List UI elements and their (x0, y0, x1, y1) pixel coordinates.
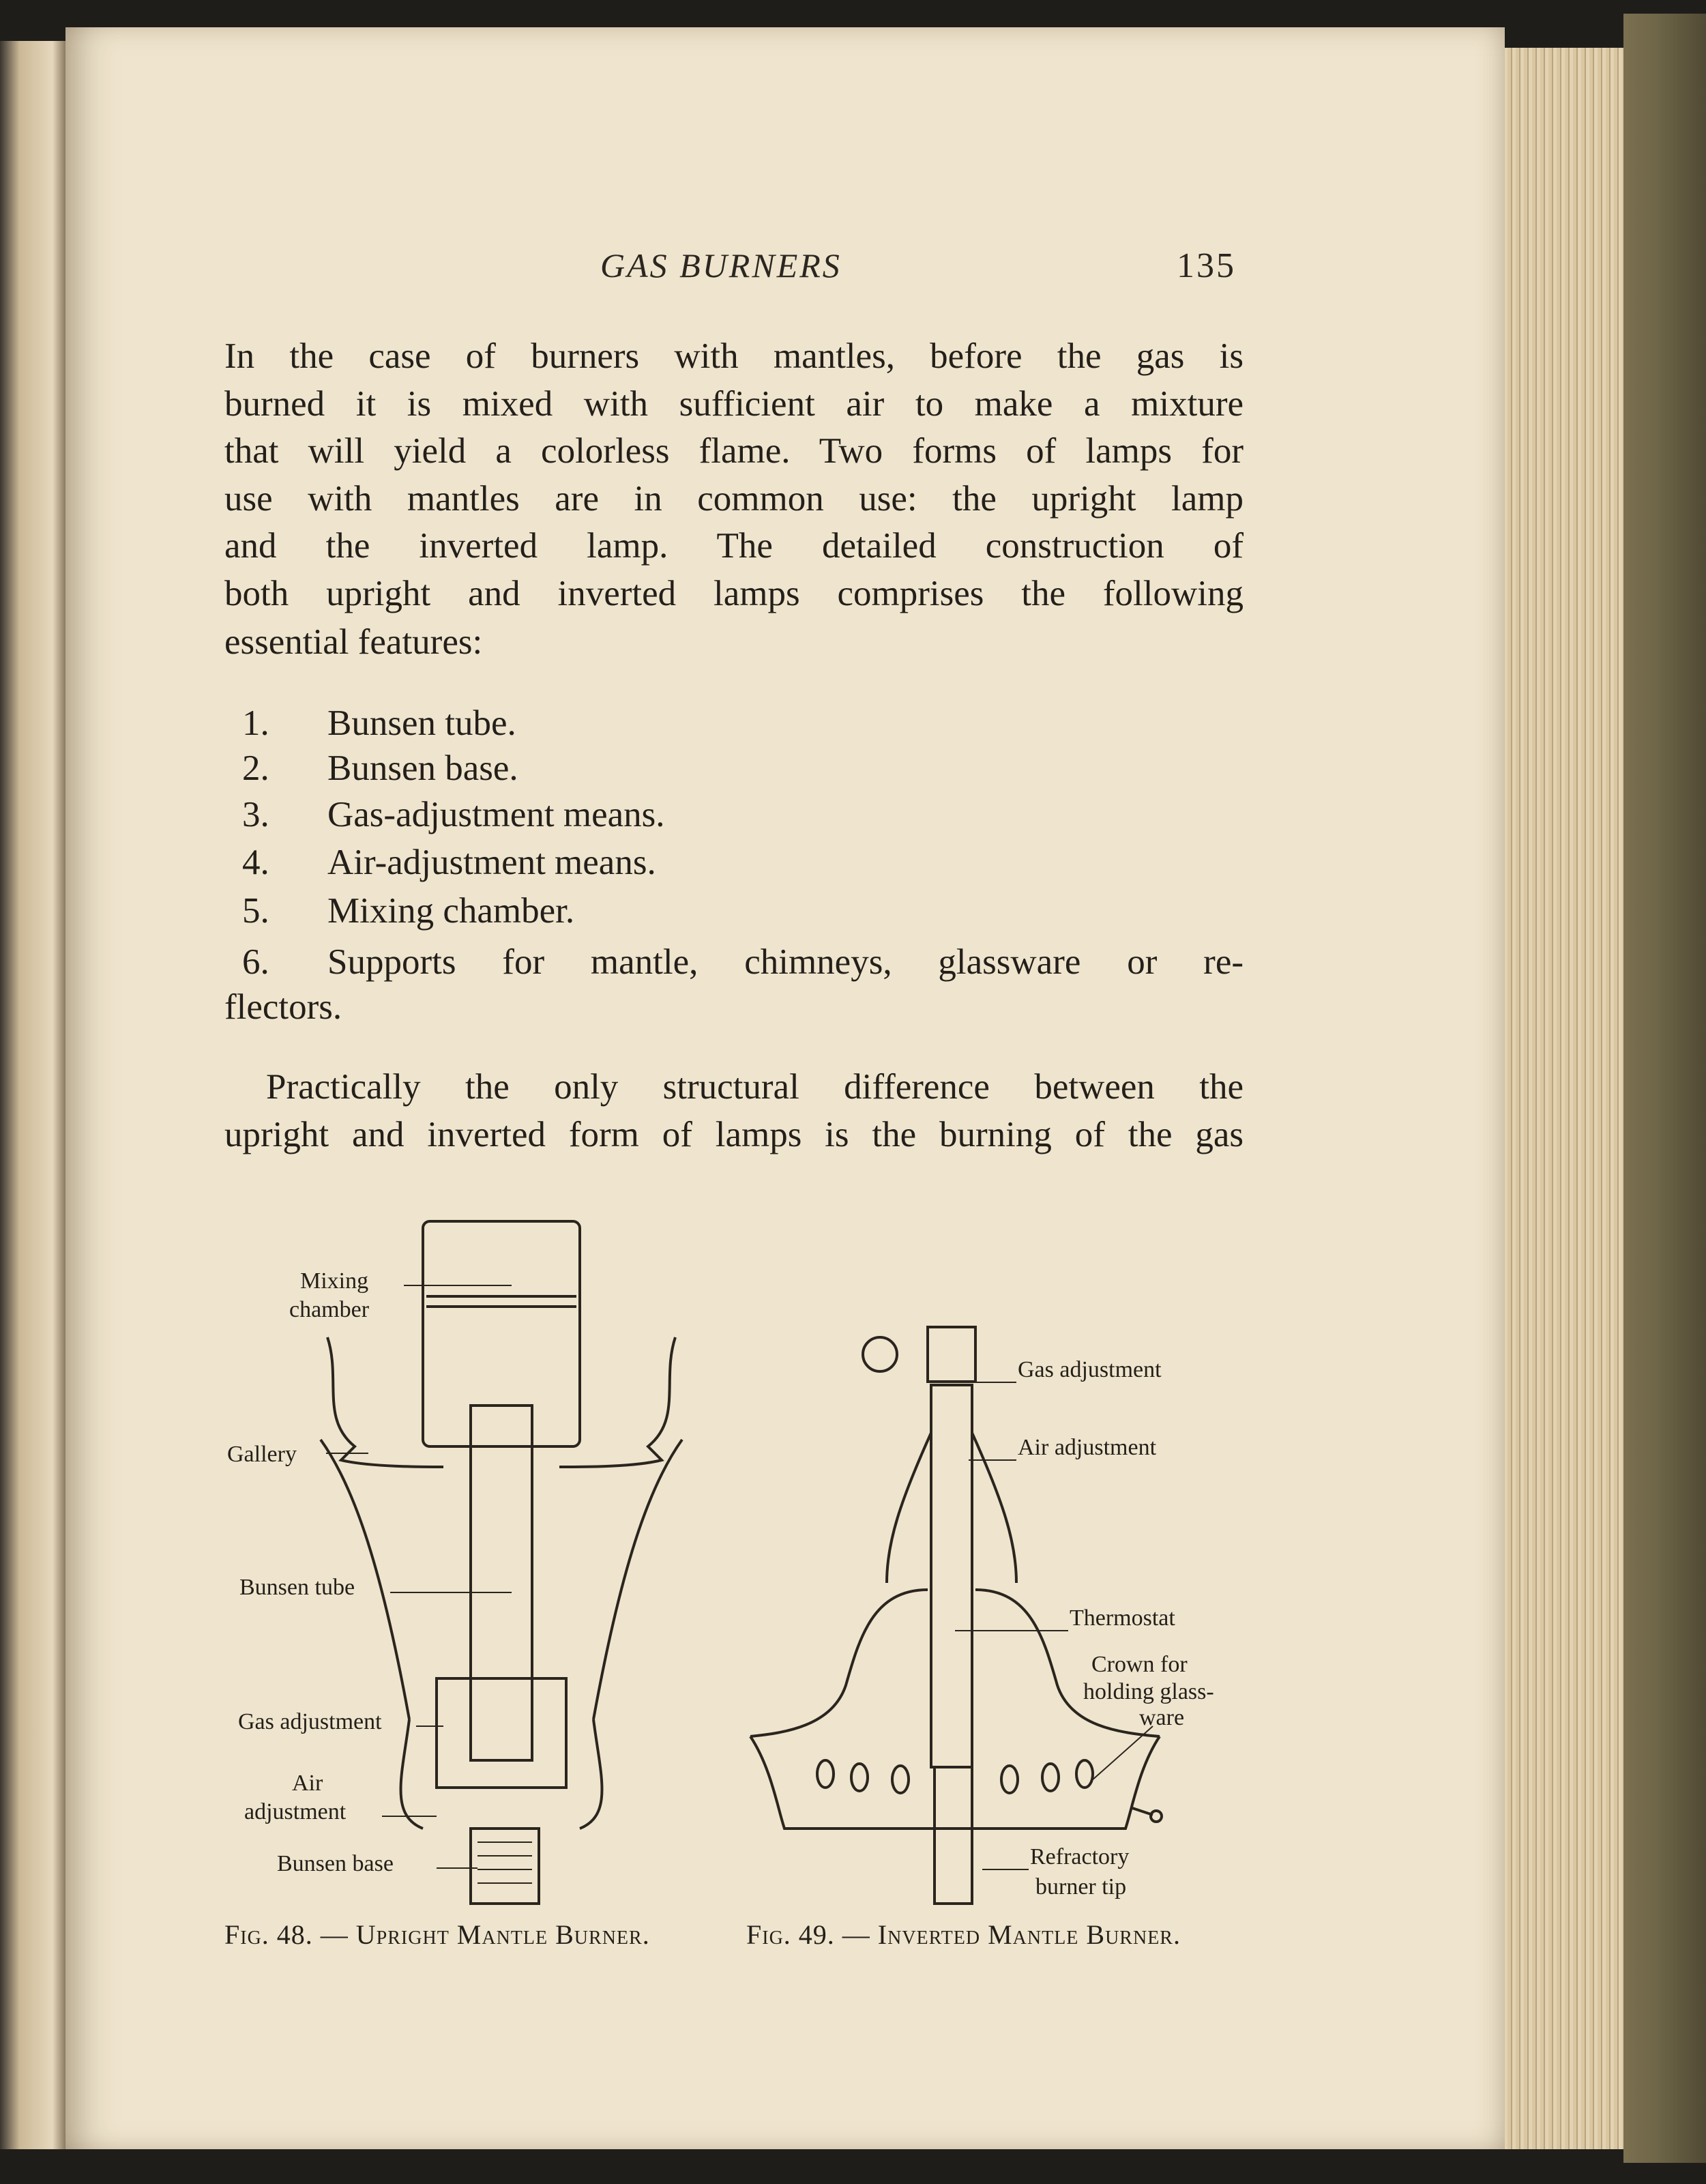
text-line: both upright and inverted lamps comprises the following (224, 574, 1244, 613)
text-line: and the inverted lamp. The detailed construction of (224, 526, 1244, 566)
label-mixing-chamber-2: chamber (289, 1297, 370, 1322)
label-air-adjustment: Air adjustment (1018, 1435, 1157, 1460)
text-line: upright and inverted form of lamps is the burning of the gas (224, 1115, 1244, 1154)
text-line: that will yield a colorless flame. Two forms of lamps for (224, 431, 1244, 471)
list-number: 3. (242, 795, 269, 834)
label-crown-1: Crown for (1091, 1652, 1188, 1677)
list-number: 2. (242, 748, 269, 788)
list-text: Air-adjustment means. (327, 843, 656, 882)
list-text: Bunsen base. (327, 748, 518, 788)
list-text: Gas-adjustment means. (327, 795, 665, 834)
list-text: Bunsen tube. (327, 703, 516, 743)
figure-48-caption: Fig. 48. — Upright Mantle Burner. (224, 1919, 650, 1950)
label-refractory: Refractory (1030, 1844, 1130, 1869)
list-number: 1. (242, 703, 269, 743)
list-number: 4. (242, 843, 269, 882)
label-burner-tip: burner tip (1035, 1874, 1127, 1899)
label-mixing-chamber-1: Mixing (300, 1268, 369, 1294)
label-air: Air (292, 1771, 323, 1796)
list-continuation: flectors. (224, 987, 342, 1027)
list-text: Mixing chamber. (327, 891, 575, 931)
list-number: 5. (242, 891, 269, 931)
list-number: 6. (242, 942, 269, 982)
label-crown-3: ware (1139, 1705, 1185, 1730)
label-bunsen-tube: Bunsen tube (239, 1575, 355, 1600)
list-text: Supports for mantle, chimneys, glassware or re- (327, 942, 1244, 982)
label-gas-adjustment: Gas adjustment (1018, 1357, 1162, 1382)
text-line-content: In the case of burners with mantles, before the gas is (224, 336, 1244, 376)
text-line: essential features: (224, 622, 483, 662)
label-adjustment: adjustment (244, 1799, 347, 1824)
label-gas-adjustment: Gas adjustment (238, 1709, 382, 1734)
label-thermostat: Thermostat (1070, 1605, 1175, 1631)
upright-mantle-burner-drawing (321, 1221, 682, 1904)
label-crown-2: holding glass- (1083, 1679, 1214, 1704)
text-line: Practically the only structural difference between the (266, 1067, 1244, 1107)
label-bunsen-base: Bunsen base (277, 1851, 394, 1876)
text-line: use with mantles are in common use: the upright lamp (224, 479, 1244, 519)
label-gallery: Gallery (227, 1442, 297, 1467)
text-line: burned it is mixed with sufficient air to make a mixture (224, 384, 1244, 424)
running-head-title: GAS BURNERS (600, 246, 842, 285)
figure-49-caption: Fig. 49. — Inverted Mantle Burner. (746, 1919, 1181, 1950)
page-number: 135 (1177, 246, 1236, 285)
